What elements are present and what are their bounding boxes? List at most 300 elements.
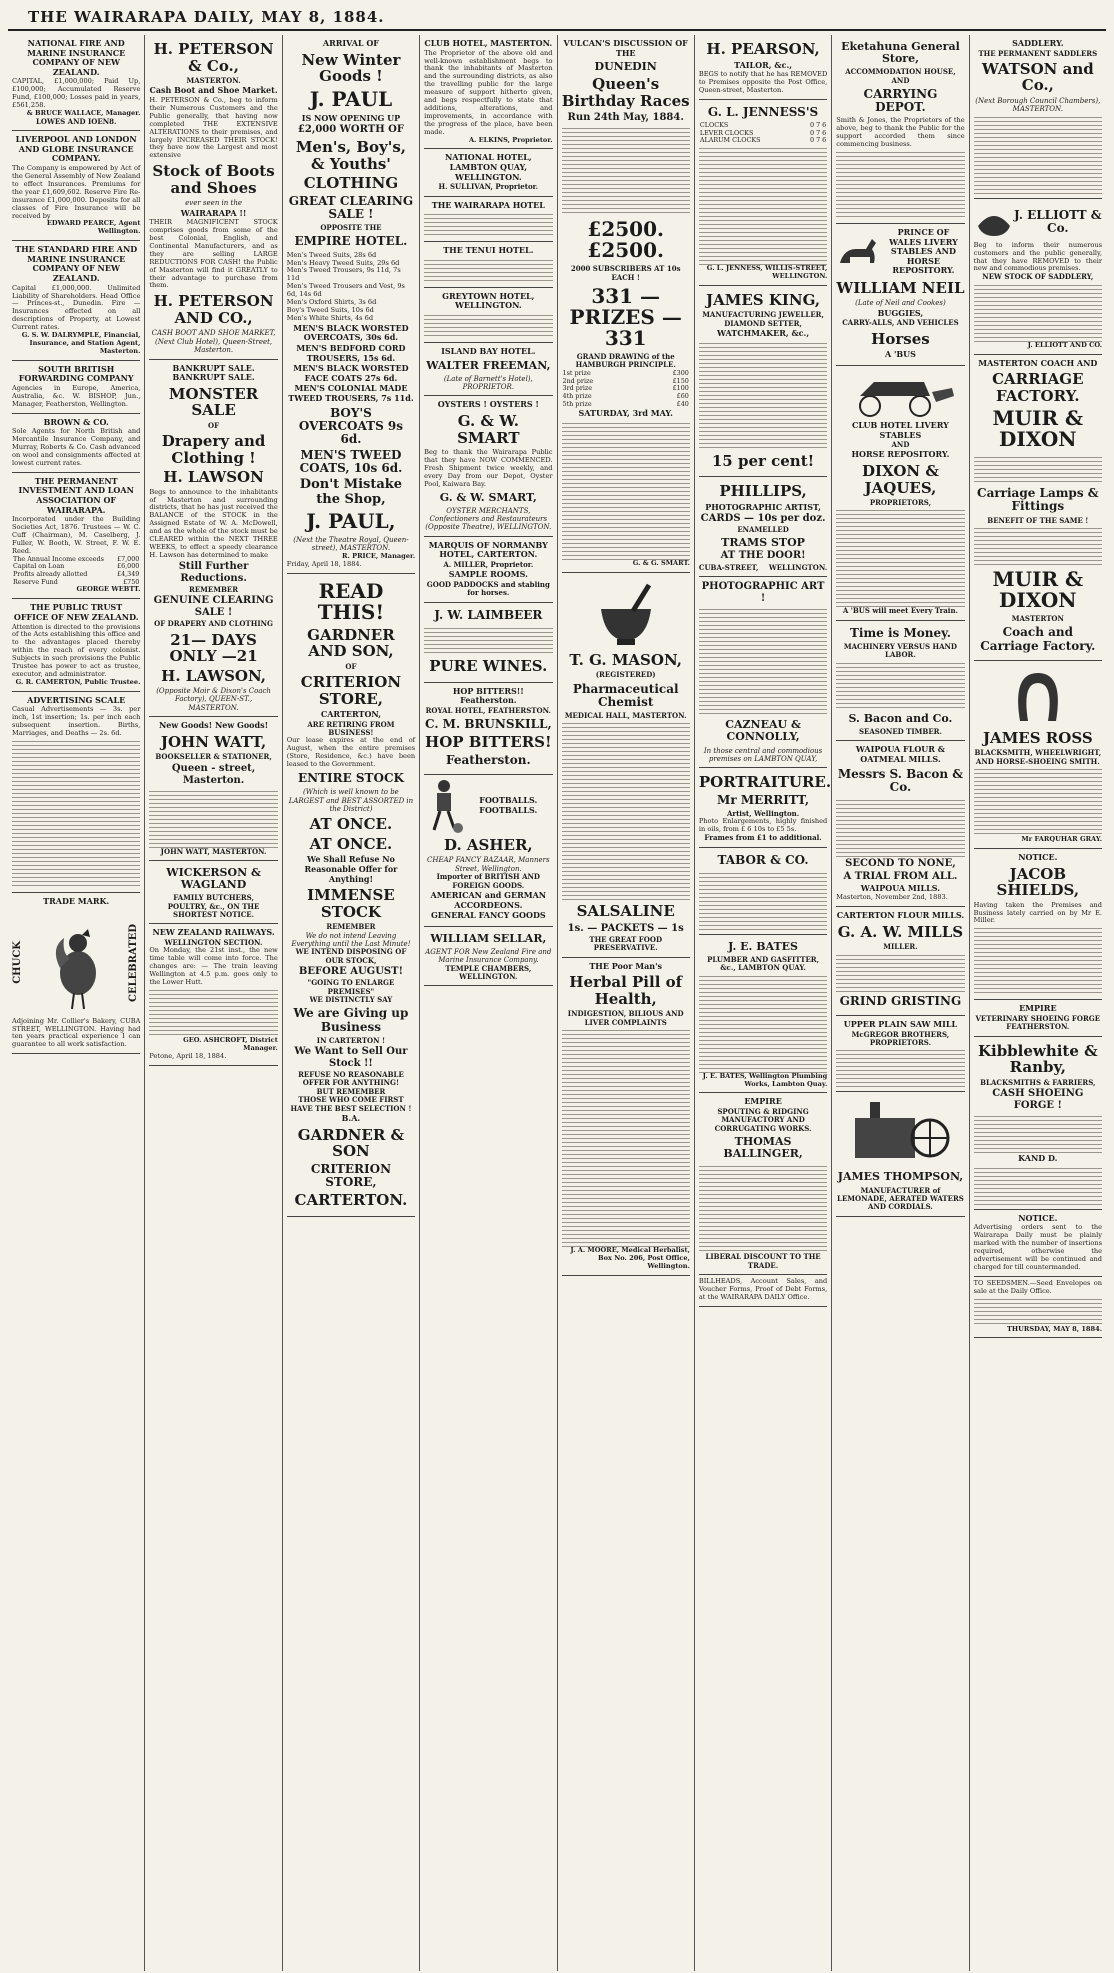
- ad-cazneau: [699, 577, 827, 768]
- ad-heading: CLUB HOTEL LIVERY STABLES: [852, 419, 949, 440]
- ad-name: H. LAWSON: [163, 468, 264, 487]
- ad-name: J. ELLIOTT & Co.: [1013, 207, 1102, 235]
- ad-sub: B.A.: [341, 1113, 361, 1124]
- ad-headline: Time is Money.: [849, 625, 951, 640]
- ad-headline: READ THIS!: [317, 578, 385, 624]
- ad-sub: AND: [891, 440, 910, 450]
- ad-trade: MANUFACTURING JEWELLER, DIAMOND SETTER,: [702, 310, 824, 328]
- rooster-icon: [46, 913, 106, 1013]
- ad-heading: EMPIRE: [744, 1096, 782, 1107]
- ad-heading: SADDLERY.: [1012, 38, 1064, 48]
- ad-sub: OF: [208, 420, 220, 430]
- ad-price: 1s. — PACKETS — 1s: [567, 922, 684, 934]
- ad-body: Beg to thank the Wairarapa Public that they have NOW COMMENCED. Fresh Shipment twice weekly, and every Day from our Depot, Oyster Pool, Kaiwara Bay.: [424, 448, 553, 488]
- ad-tabor: [699, 848, 827, 935]
- ad-note: POULTRY, &c., ON THE SHORTEST NOTICE.: [167, 901, 260, 920]
- ad-signature: G. & G. SMART.: [632, 558, 690, 567]
- ad-sub: We do not intend Leaving Everything until the Last Minute!: [291, 931, 411, 948]
- ad-headline: SALSALINE: [576, 902, 675, 921]
- ad-greytown-hotel: [424, 288, 552, 343]
- ad-name: CAZNEAU & CONNOLLY,: [725, 718, 801, 744]
- price-list: [287, 252, 415, 323]
- column-4: [420, 35, 557, 1971]
- ad-heading: EMPIRE: [1019, 1003, 1057, 1014]
- ad-signature: G. R. CAMERTON, Public Trustee.: [15, 677, 141, 686]
- ad-heading: ADVERTISING SCALE: [27, 694, 126, 705]
- ad-sub: ACCOMMODATION HOUSE,: [845, 67, 956, 77]
- trade-mark-box: [12, 908, 140, 1018]
- ad-headline: Horses: [871, 329, 930, 348]
- ad-trade: BOOKSELLER & STATIONER,: [155, 752, 272, 762]
- ad-national-hotel: [424, 149, 552, 196]
- ad-town: MASTERTON.: [186, 76, 241, 85]
- ad-body: Having taken the Premises and Business lately carried on by Mr E. Miller.: [973, 900, 1102, 925]
- ad-headline: AT THE DOOR!: [720, 549, 806, 561]
- columns: [8, 35, 1106, 1971]
- fine-print-lines: [424, 211, 552, 237]
- ad-headline: IMMENSE STOCK: [307, 886, 395, 921]
- ad-place: Queen - street, Masterton.: [171, 762, 256, 786]
- ad-heading: NOTICE.: [1018, 852, 1058, 862]
- fine-print-lines: [699, 340, 827, 450]
- ad-heading: UPPER PLAIN SAW MILL: [843, 1019, 958, 1030]
- ad-ballinger: [699, 1093, 827, 1275]
- ad-name: J. PAUL,: [306, 509, 396, 534]
- ad-name: GARDNER AND SON,: [307, 625, 395, 661]
- ad-name: JAMES ROSS: [982, 728, 1093, 747]
- ad-sub: VETERINARY SHOEING FORGE: [975, 1013, 1101, 1023]
- ad-sub: CHEAP FANCY BAZAAR, Manners Street, Wellington.: [427, 856, 550, 873]
- ad-heading: THE STANDARD FIRE AND MARINE INSURANCE COMPANY OF NEW ZEALAND.: [15, 244, 138, 284]
- ad-signature: A. ELKINS, Proprietor.: [468, 135, 553, 144]
- ad-heading: New Goods! New Goods!: [158, 720, 269, 731]
- ad-heading: AMERICAN and GERMAN ACCORDEONS.: [430, 890, 547, 910]
- ad-name: H. PETERSON & Co.,: [153, 40, 274, 75]
- fine-print-lines: [562, 420, 690, 560]
- ad-lawson: [149, 360, 277, 718]
- ad-sub: H. SULLIVAN, Proprietor.: [438, 182, 539, 192]
- ad-sub: MACHINERY VERSUS HAND LABOR.: [843, 642, 958, 660]
- football-row: [424, 778, 552, 834]
- ad-bacon-timber: [836, 621, 964, 741]
- ad-heading: NOTICE.: [1018, 1212, 1058, 1223]
- ad-place: WAIRARAPA !!: [180, 207, 247, 218]
- fine-print-lines: [836, 952, 964, 992]
- table-cell: 5th prize: [562, 399, 592, 408]
- ad-signature: JOHN WATT, MASTERTON.: [160, 846, 267, 856]
- ad-headline: GENUINE CLEARING SALE !: [153, 595, 274, 619]
- ad-headline: PURE WINES.: [429, 657, 548, 676]
- ad-kibblewhite: [974, 1037, 1102, 1210]
- ad-name: WALTER FREEMAN,: [426, 358, 551, 372]
- ad-trade: PHOTOGRAPHIC ARTIST,: [705, 501, 821, 512]
- ad-watson-saddlery: [974, 35, 1102, 199]
- list-item: Men's Oxford Shirts, 3s 6d: [286, 298, 377, 307]
- ad-peterson: [149, 35, 277, 360]
- ad-sub: REFUSE NO REASONABLE OFFER FOR ANYTHING!: [298, 1070, 404, 1088]
- ad-heading: THE PUBLIC TRUST OFFICE OF NEW ZEALAND.: [13, 602, 139, 622]
- trade-mark-vertical: CHUCK: [12, 941, 23, 984]
- ad-headline: GREAT CLEARING SALE !: [288, 193, 414, 221]
- ad-headline: Drapery and Clothing !: [161, 432, 266, 467]
- ad-headline: New Winter Goods !: [301, 50, 401, 86]
- ad-sub: OF: [345, 661, 357, 671]
- ad-sub: We Shall Refuse No Reasonable Offer for Anything!: [304, 854, 398, 884]
- ad-signature: R. PRICE, Manager.: [342, 551, 416, 560]
- ad-oysters: [424, 396, 552, 536]
- ad-body: Begs to announce to the inhabitants of Masterton and surrounding districts, that he has just received the BALANCE of the STOCK in the Assigned Estate of W. A. McDowell, and as the whole of the stock must be CLEARED within the NEXT THREE WEEKS, to effect a speedy clearance H. Lawson has determined to make: [149, 487, 278, 559]
- table-cell: 2nd prize: [562, 376, 594, 385]
- ad-town: CARTERTON,: [320, 709, 382, 720]
- ad-heading: THE TENUI HOTEL.: [443, 245, 534, 256]
- ad-headline: PORTRAITURE.: [698, 773, 832, 792]
- ad-asher: [424, 775, 552, 927]
- table-row: [699, 137, 827, 145]
- table-cell: £7,000: [117, 554, 140, 563]
- ad-heading: THE WAIRARAPA HOTEL: [431, 199, 545, 210]
- ad-sub: MEDICAL HALL, MASTERTON.: [564, 711, 687, 721]
- ad-signature: G. L. JENNESS, WILLIS-STREET, WELLINGTON.: [706, 264, 828, 280]
- ad-heading: OYSTERS ! OYSTERS !: [437, 399, 539, 410]
- ad-wickerson: [149, 861, 277, 924]
- ad-headline: Queen's Birthday Races: [561, 75, 690, 110]
- fine-print-lines: [12, 738, 140, 888]
- ad-body: Attention is directed to the provisions of the Acts establishing this office and to the advantages placed thereby within the reach of every colonist. Subjects in such provisions the Public Trustee has power to act as trustee, executor, and administrator.: [12, 622, 141, 678]
- ad-heading: FOOTBALLS. FOOTBALLS.: [479, 795, 538, 815]
- ad-heading: PHOTOGRAPHIC ART !: [701, 581, 825, 605]
- trade-mark-vertical: CELEBRATED: [128, 923, 140, 1002]
- ad-address: (Next the Theatre Royal, Queen-street), MASTERTON.: [293, 536, 409, 553]
- ad-price: MEN'S COLONIAL MADE TWEED TROUSERS, 7s 11d.: [288, 383, 414, 403]
- ad-sub: Artist, Wellington.: [726, 808, 800, 818]
- ad-body: H. PETERSON & Co., beg to inform their Numerous Customers and the Public generally, that having now completed THE EXTENSIVE ALTERATIONS to their premises, and largely INCREASED THEIR STOCK! they have now the Largest and most extensive: [149, 95, 278, 160]
- ad-amount: £2,000 WORTH OF: [297, 124, 404, 136]
- ad-headline: GRIND GRISTING: [839, 993, 962, 1008]
- ad-name: Eketahuna General Store,: [841, 40, 960, 66]
- ad-body: Incorporated under the Building Societies Act, 1876. Trustees — W. C. Cuff (Chairman), M. Caselberg, J. Fuller, W. Booth, W. Street, F. W. E. Reed.: [12, 515, 141, 555]
- ad-body: Photo Enlargements, highly finished in oils, from £ 6 10s to £5 5s.: [698, 817, 828, 834]
- ad-liverpool-insurance: [12, 131, 140, 241]
- fine-print-lines: [974, 1165, 1102, 1205]
- ad-sub: "GOING TO ENLARGE PREMISES": [307, 978, 395, 996]
- table-cell: £4,349: [117, 570, 140, 579]
- table-cell: 3rd prize: [562, 384, 593, 393]
- ad-town: Featherston.: [445, 752, 531, 767]
- ad-name: Messrs S. Bacon & Co.: [837, 766, 964, 794]
- table-cell: LEVER CLOCKS: [699, 128, 754, 137]
- ad-date: Run 24th May, 1884.: [567, 112, 684, 124]
- ad-trade-mark: [12, 893, 140, 1054]
- ad-sub: PROPRIETORS,: [869, 498, 932, 508]
- ad-store: CRITERION STORE,: [310, 1161, 392, 1189]
- ad-name: H. PEARSON,: [706, 40, 820, 58]
- ad-headline: 15 per cent!: [711, 451, 815, 470]
- ad-signature: J. A. MOORE, Medical Herbalist, Box No. 206, Post Office, Wellington.: [570, 1246, 690, 1270]
- table-cell: 1st prize: [562, 368, 591, 377]
- ad-body: The Company is empowered by Act of the General Assembly of New Zealand to effect Insurances. Premiums for the year £1,609,602. Reserve Fire Re-insurance £1,000,000. Deposits for all classes of Fire Insurance will be received by: [12, 164, 141, 220]
- ad-upper-plain-saw: [836, 1016, 964, 1092]
- table-cell: 0 7 6: [809, 136, 827, 145]
- ad-name: Mr MERRITT,: [717, 792, 810, 807]
- masthead: [8, 6, 1106, 31]
- ad-club-hotel: [424, 35, 552, 149]
- ad-name: Kibblewhite & Ranby,: [977, 1041, 1098, 1077]
- ad-sub: (Late of Barnett's Hotel), PROPRIETOR.: [443, 374, 533, 392]
- column-6: [695, 35, 832, 1971]
- ad-headline: AT ONCE.: [309, 834, 393, 853]
- fine-print-lines: [699, 870, 827, 930]
- ad-signature: J. E. BATES, Wellington Plumbing Works, Lambton Quay.: [702, 1071, 828, 1088]
- column-5: [558, 35, 695, 1971]
- ad-sub: BLACKSMITH, WHEELWRIGHT, AND HORSE-SHOEING SMITH.: [974, 748, 1102, 766]
- fine-print-lines: [562, 1027, 690, 1247]
- ad-pearson: [699, 35, 827, 100]
- fine-print-lines: [699, 1163, 827, 1253]
- column-7: [832, 35, 969, 1971]
- table-cell: £100: [672, 384, 689, 393]
- ad-heading: ISLAND BAY HOTEL.: [441, 346, 536, 357]
- ad-heading: THE Poor Man's: [589, 960, 663, 971]
- ad-body: On Monday, the 21st inst., the new time table will come into force. The changes are: — The train leaving Wellington at 4.5 p.m. goes only to the Lower Hutt.: [149, 946, 278, 987]
- ad-headline: CARRYING DEPOT.: [863, 86, 938, 115]
- ad-town: CARTERTON.: [294, 1191, 408, 1210]
- ad-sub: McGREGOR BROTHERS, PROPRIETORS.: [851, 1029, 950, 1048]
- ad-john-watt: [149, 717, 277, 861]
- ad-signature: G. S. W. DALRYMPLE, Financial, Insurance, and Station Agent, Masterton.: [21, 331, 141, 355]
- ad-sub: MANUFACTURER of LEMONADE, AERATED WATERS AND CORDIALS.: [837, 1185, 964, 1212]
- ad-sub: GOOD PADDOCKS and stabling for horses.: [426, 580, 550, 598]
- ad-body: BEGS to notify that he has REMOVED to Premises opposite the Post Office, Queen-street, Masterton.: [698, 70, 828, 94]
- ad-hop-bitters: [424, 683, 552, 775]
- ad-price: MEN'S BLACK WORSTED OVERCOATS, 30s 6d.: [293, 322, 409, 343]
- ad-heading: MASTERTON COACH AND: [978, 357, 1098, 368]
- ad-address: CASH BOOT AND SHOE MARKET, (Next Club Hotel), Queen-Street, Masterton.: [151, 329, 276, 355]
- fine-print-lines: [836, 660, 964, 710]
- ad-name: WILLIAM SELLAR,: [430, 931, 547, 945]
- ad-name: JACOB SHIELDS,: [996, 864, 1080, 900]
- ad-sub: Importer of BRITISH AND FOREIGN GOODS.: [436, 872, 540, 890]
- ad-name: G. L. JENNESS'S: [707, 104, 819, 119]
- table-cell: Profits already allotted: [13, 570, 88, 579]
- fine-print-lines: [974, 1296, 1102, 1326]
- ad-sub: REMEMBER: [326, 922, 376, 932]
- ad-heading: CLUB HOTEL, MASTERTON.: [424, 38, 553, 48]
- ad-headline: 21— DAYS ONLY —21: [169, 630, 258, 666]
- fine-print-lines: [424, 625, 552, 655]
- ad-headline: SECOND TO NONE,: [845, 857, 956, 869]
- ad-sub: SPOUTING & RIDGING MANUFACTORY AND CORRUGATING WORKS.: [714, 1107, 812, 1133]
- ad-date: Friday, April 18, 1884.: [286, 559, 362, 568]
- table-cell: 0 7 6: [809, 128, 827, 137]
- ad-name: T. G. MASON,: [569, 650, 682, 669]
- ad-heading: CARTERTON FLOUR MILLS.: [836, 910, 965, 921]
- table-cell: £300: [672, 368, 689, 377]
- ad-club-livery: [836, 366, 964, 621]
- ad-name: MUIR & DIXON: [992, 406, 1084, 452]
- ad-name: G. A. W. MILLS: [837, 922, 964, 941]
- fine-print-lines: [562, 720, 690, 900]
- ad-wairarapa-hotel: [424, 197, 552, 243]
- ad-headline: HOP BITTERS!: [425, 733, 552, 752]
- column-3: [283, 35, 420, 1971]
- ad-heading: BANKRUPT SALE. BANKRUPT SALE.: [172, 362, 255, 383]
- ad-empire-forge: [974, 1000, 1102, 1036]
- ad-sub: REMEMBER: [189, 584, 239, 594]
- table-cell: £750: [123, 577, 140, 586]
- ad-sub: GRAND DRAWING of the HAMBURGH PRINCIPLE.: [575, 352, 676, 370]
- ad-signature: EDWARD PEARCE, Agent Wellington.: [46, 219, 141, 236]
- ad-sub: IS NOW OPENING UP: [301, 112, 401, 123]
- ad-james-thompson: [836, 1092, 964, 1216]
- ad-sub: CARRY-ALLS, AND VEHICLES: [842, 318, 959, 328]
- ad-sub: LIBERAL DISCOUNT TO THE TRADE.: [705, 1252, 821, 1270]
- fine-print-lines: [836, 797, 964, 857]
- ad-heading: NEW ZEALAND RAILWAYS.: [152, 927, 275, 938]
- elliott-header: [974, 202, 1102, 242]
- ad-national-insurance: [12, 35, 140, 131]
- ad-heading: WAIPOUA FLOUR & OATMEAL MILLS.: [855, 744, 945, 764]
- ad-sub: OPPOSITE THE: [320, 223, 382, 233]
- ad-body: Sole Agents for North British and Mercantile Insurance Company, and Murray, Roberts & Co. Cash advanced on wool and consignments affected at lowest current rates.: [12, 427, 141, 467]
- fine-print-lines: [974, 282, 1102, 342]
- carriage-icon: [840, 372, 960, 418]
- ad-trade: PLUMBER AND GASFITTER, &c., LAMBTON QUAY.: [707, 954, 820, 973]
- ad-sub: THE GREAT FOOD PRESERVATIVE.: [589, 934, 663, 953]
- ad-body: Beg to inform their numerous customers and the public generally, that they have REMOVED to their new and commodious premises.: [973, 240, 1102, 273]
- ad-name: H. LAWSON,: [161, 666, 266, 685]
- ad-headline: CASH SHOEING FORGE !: [992, 1088, 1084, 1112]
- ad-address: TEMPLE CHAMBERS, WELLINGTON.: [445, 963, 532, 982]
- ad-island-bay: [424, 343, 552, 396]
- fine-print-lines: [836, 507, 964, 607]
- ad-heading: BROWN & CO.: [43, 416, 109, 427]
- ad-agent: & BRUCE WALLACE, Manager.: [26, 109, 141, 117]
- ad-trade: TAILOR, &c.,: [734, 59, 793, 70]
- ad-muir-dixon: [974, 355, 1102, 661]
- ad-headline: 331 — PRIZES — 331: [569, 284, 682, 351]
- ad-sub: ARE RETIRING FROM BUSINESS!: [307, 719, 395, 738]
- ad-heading: GREYTOWN HOTEL, WELLINGTON.: [442, 290, 535, 311]
- ad-body: Our lease expires at the end of August, when the entire premises (Store, Residence, &c.) have been leased to the Government.: [286, 736, 416, 769]
- ad-sub: SEASONED TIMBER.: [858, 726, 942, 736]
- ad-railways: [149, 924, 277, 1065]
- ad-sub: BUGGIES,: [877, 307, 924, 318]
- ad-sub: ENAMELLED: [737, 525, 789, 535]
- list-item: Men's White Shirts, 4s 6d: [286, 313, 374, 322]
- ad-name: S. Bacon and Co.: [848, 711, 953, 725]
- table-cell: £60: [676, 391, 689, 400]
- ad-heading: PRINCE OF WALES LIVERY STABLES AND HORSE REPOSITORY.: [889, 226, 958, 276]
- table-cell: Reserve Fund: [13, 577, 58, 586]
- ad-billheads: [699, 1275, 827, 1307]
- ad-signature: LOWES AND IOEN8.: [35, 116, 117, 126]
- ad-headline: We are Giving up Business: [293, 1006, 409, 1034]
- ad-heading: NATIONAL FIRE AND MARINE INSURANCE COMPANY OF NEW ZEALAND.: [27, 38, 126, 77]
- ad-brown-co: [12, 414, 140, 473]
- ad-heading: GENERAL FANCY GOODS: [430, 910, 546, 921]
- ad-name: WICKERSON & WAGLAND: [166, 866, 261, 892]
- ad-sub: SAMPLE ROOMS.: [448, 569, 528, 580]
- horseshoe-icon: [1008, 667, 1068, 727]
- ad-waipoua-mills: [836, 741, 964, 907]
- ad-gardner: [287, 574, 415, 1217]
- fine-print-lines: [836, 1047, 964, 1087]
- fine-print-lines: [974, 454, 1102, 484]
- ad-headline: Pharmaceutical Chemist: [572, 681, 679, 709]
- ad-notice: [974, 1210, 1102, 1277]
- ad-heading: NATIONAL HOTEL, LAMBTON QUAY, WELLINGTON.: [444, 152, 532, 182]
- fine-print-lines: [699, 145, 827, 265]
- ad-town: DUNEDIN: [594, 60, 657, 74]
- ad-merritt: [698, 768, 832, 847]
- ad-name: J. E. BATES: [728, 939, 798, 953]
- ad-heading: ARRIVAL OF: [322, 38, 379, 48]
- fine-print-lines: [974, 925, 1102, 995]
- ad-name: TABOR & CO.: [717, 852, 809, 867]
- ad-body: THEIR MAGNIFICENT STOCK comprises goods from some of the best Colonial, English, and Continental Manufacturers, and as they are selling LARGE REDUCTIONS FOR CASH! the Public of Masterton will find it GREATLY to their advantage to purchase from them.: [149, 218, 278, 290]
- ad-sub: AND: [891, 75, 910, 85]
- phillips-side-labels: [699, 564, 827, 572]
- masthead-title: THE WAIRARAPA DAILY, MAY 8, 1884.: [28, 8, 385, 26]
- ad-headline: Coach and Carriage Factory.: [980, 625, 1096, 653]
- fine-print-lines: [424, 257, 552, 283]
- ad-heading: HOP BITTERS!! Featherston.: [452, 685, 524, 706]
- ad-sellar: [424, 927, 552, 987]
- ad-price: MEN'S BEDFORD CORD TROUSERS, 15s 6d.: [296, 342, 406, 363]
- ad-date: Petone, April 18, 1884.: [149, 1051, 227, 1060]
- ad-body: Casual Advertisements — 3s. per inch, 1st insertion; 1s. per inch each subsequent insertion. Births, Marriages, and Deaths — 2s. 6d.: [12, 705, 141, 738]
- ad-body: Smith & Jones, the Proprietors of the above, beg to thank the Public for the support accorded them since commencing business.: [836, 116, 965, 149]
- ad-heading: SOUTH BRITISH FORWARDING COMPANY: [18, 363, 134, 384]
- ad-store: CRITERION STORE,: [300, 673, 402, 708]
- ad-prince-of-wales-stables: [836, 224, 964, 366]
- ad-name: DIXON & JAQUES,: [861, 462, 939, 497]
- table-cell: ALARUM CLOCKS: [699, 136, 761, 145]
- table-row: [562, 401, 690, 409]
- ad-heading: TRADE MARK.: [43, 896, 110, 907]
- column-8: [970, 35, 1106, 1971]
- ad-phillips: [699, 477, 827, 577]
- ad-signature: J. ELLIOTT AND CO.: [1027, 340, 1102, 349]
- ad-j-paul: [287, 35, 415, 574]
- ad-sub: Frames from £1 to additional.: [704, 833, 822, 843]
- ad-sub: In those central and commodious premises on LAMBTON QUAY,: [703, 746, 823, 763]
- ad-sub: THE PERMANENT SADDLERS: [978, 48, 1098, 58]
- fine-print-lines: [974, 766, 1102, 836]
- ad-headline: Stock of Boots and Shoes: [152, 162, 275, 197]
- ad-body: Adjoining Mr. Collier's Bakery, CUBA STREET, WELLINGTON. Having had ten years practical experience I can guarantee to all work satisfaction.: [12, 1016, 141, 1049]
- ad-body: Capital £1,000,000. Unlimited Liability of Shareholders. Head Office — Princes-st., Dunedin. Fire — Insurances effected on all descriptions of Property, at Lowest Current rates.: [12, 283, 141, 332]
- ad-trade: FAMILY BUTCHERS,: [173, 893, 254, 903]
- ad-sub: ROYAL HOTEL, FEATHERSTON.: [425, 705, 551, 715]
- table-cell: 4th prize: [562, 391, 592, 400]
- ad-sub: A 'BUS will meet Every Train.: [842, 606, 958, 616]
- ad-standard-insurance: [12, 241, 140, 361]
- ad-sub: OYSTER MERCHANTS, Confectioners and Restaurateurs (Opposite Theatre), WELLINGTON.: [425, 506, 552, 532]
- ad-name: J. PAUL: [309, 86, 393, 111]
- ad-sub: MILLER.: [883, 942, 918, 952]
- table-cell: Capital on Loan: [13, 562, 65, 571]
- ad-date: Masterton, November 2nd, 1883.: [836, 893, 948, 902]
- ad-sub: AGENT FOR New Zealand Fire and Marine Insurance Company.: [425, 947, 552, 965]
- ad-headline: A TRIAL FROM ALL.: [843, 870, 958, 882]
- ad-name: THOMAS BALLINGER,: [723, 1135, 803, 1161]
- saddle-icon: [974, 202, 1014, 242]
- fine-print-lines: [149, 788, 277, 848]
- ad-headline: Don't Mistake the Shop,: [299, 477, 403, 507]
- ad-price: MEN'S TWEED COATS, 10s 6d.: [299, 448, 403, 476]
- ad-heading: LIVERPOOL AND LONDON AND GLOBE INSURANCE COMPANY.: [15, 134, 137, 164]
